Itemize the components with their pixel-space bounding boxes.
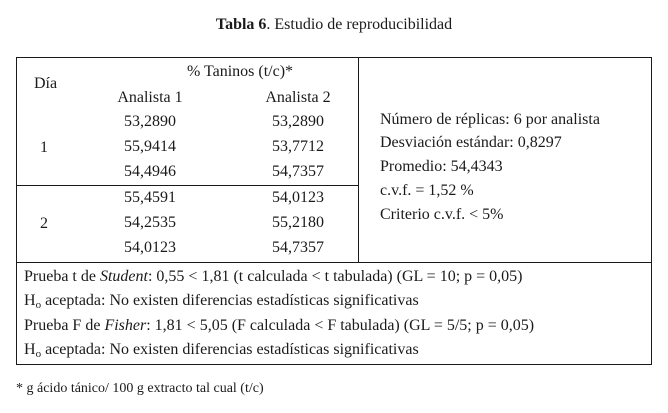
- stat-desviacion: Desviación estándar: 0,8297: [380, 134, 562, 151]
- test-fisher: [24, 316, 534, 336]
- column-divider: [358, 57, 359, 263]
- day-1-label: 1: [40, 139, 48, 156]
- stat-criterio: Criterio c.v.f. < 5%: [380, 206, 504, 223]
- test-student-rest: : 0,55 < 1,81 (t calculada < t tabulada) (GL = 10; p = 0,05): [147, 268, 523, 285]
- day-2-row-1-a1: 55,4591: [124, 189, 176, 206]
- h0-fisher: [24, 340, 419, 361]
- day-2-row-1-a2: 54,0123: [272, 189, 324, 206]
- table-title-label: Tabla 6: [215, 16, 267, 33]
- day-2-row-2-a2: 55,2180: [272, 214, 324, 231]
- test-student-name: Student: [99, 268, 148, 285]
- stat-cvf: c.v.f. = 1,52 %: [380, 182, 474, 199]
- day-1-row-1-a1: 53,2890: [124, 113, 176, 130]
- day-2-label: 2: [40, 215, 48, 232]
- h0-text-2: aceptada: No existen diferencias estadísticas significativas: [41, 341, 419, 358]
- h0-student: [24, 291, 419, 312]
- stat-replicas: Número de réplicas: 6 por analista: [380, 111, 600, 128]
- day-2-row-3-a2: 54,7357: [272, 239, 324, 256]
- h0-subscript-2: o: [35, 348, 42, 360]
- header-analista-2: Analista 2: [265, 89, 331, 106]
- stat-promedio: Promedio: 54,4343: [380, 158, 503, 175]
- header-dia: Día: [34, 75, 58, 92]
- day-divider: [16, 185, 359, 186]
- header-analista-1: Analista 1: [117, 89, 183, 106]
- day-2-row-2-a1: 54,2535: [124, 214, 176, 231]
- day-1-row-1-a2: 53,2890: [272, 113, 324, 130]
- h0-subscript-1: o: [35, 299, 42, 311]
- test-student-prefix: Prueba t de: [24, 268, 100, 285]
- h0-symbol-1: H: [24, 292, 36, 309]
- test-fisher-name: Fisher: [104, 317, 147, 334]
- test-student: [24, 267, 523, 287]
- day-1-row-3-a2: 54,7357: [272, 163, 324, 180]
- day-1-row-3-a1: 54,4946: [124, 163, 176, 180]
- day-1-row-2-a2: 53,7712: [272, 138, 324, 155]
- test-fisher-prefix: Prueba F de: [24, 317, 105, 334]
- day-2-row-3-a1: 54,0123: [124, 239, 176, 256]
- tests-divider: [16, 262, 652, 263]
- table-title-text: . Estudio de reproducibilidad: [266, 16, 453, 33]
- test-fisher-rest: : 1,81 < 5,05 (F calculada < F tabulada) (GL = 5/5; p = 0,05): [146, 317, 535, 334]
- h0-text-1: aceptada: No existen diferencias estadísticas significativas: [41, 292, 419, 309]
- h0-symbol-2: H: [24, 341, 36, 358]
- day-1-row-2-a1: 55,9414: [124, 138, 176, 155]
- footnote: * g ácido tánico/ 100 g extracto tal cual (t/c): [16, 381, 264, 396]
- header-taninos: % Taninos (t/c)*: [186, 63, 294, 80]
- table-title: [0, 16, 668, 34]
